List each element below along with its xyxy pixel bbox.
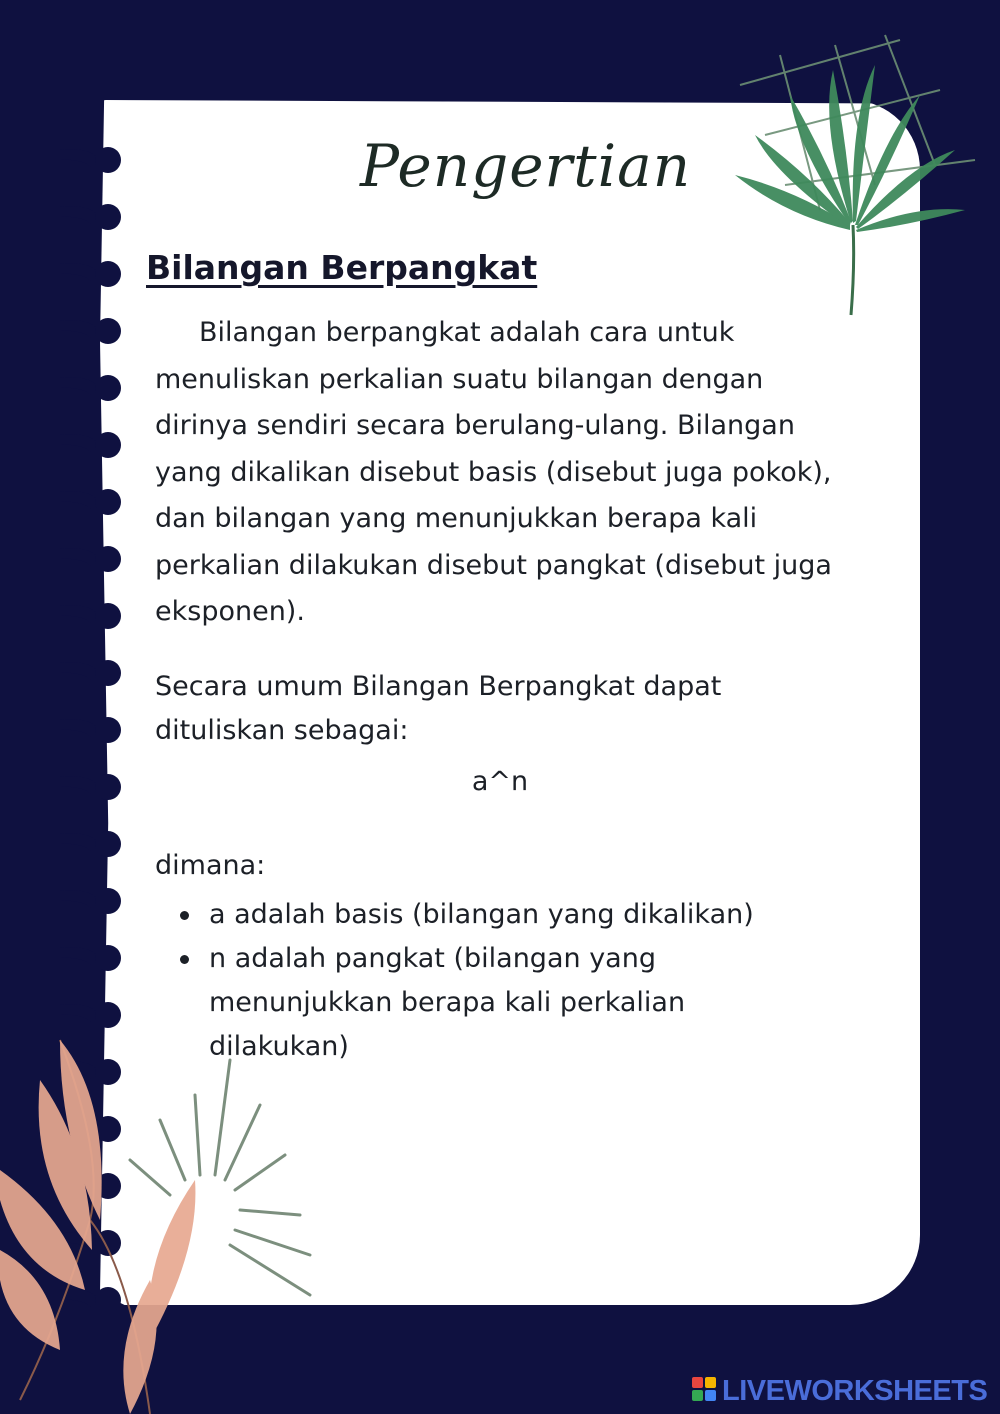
bullet-icon [180,955,189,964]
list-item-text: a adalah basis (bilangan yang dikalikan) [209,899,754,930]
definition-list [180,893,820,1069]
peach-leaves-icon [0,1020,220,1414]
list-item [180,937,820,1069]
definition-paragraph: Bilangan berpangkat adalah cara untuk menuliskan perkalian suatu bilangan dengan dirinya sendiri secara berulang-ulang. Bilangan yang dikalikan disebut basis (disebut juga pokok), dan bilangan yang menunjukkan berapa kali perkalian dilakukan disebut pangkat (disebut juga eksponen). [155,317,832,627]
bullet-icon [180,911,189,920]
watermark-text: LIVEWORKSHEETS [722,1375,988,1407]
liveworksheets-mark-icon [692,1377,716,1401]
palm-leaf-icon [725,25,985,320]
general-form-paragraph: Secara umum Bilangan Berpangkat dapat dituliskan sebagai: [155,671,722,746]
list-item [180,893,820,937]
section-heading: Bilangan Berpangkat [146,248,538,287]
where-label: dimana: [155,850,266,881]
formula: a^n [471,766,529,797]
page-title: Pengertian [360,132,692,200]
list-item-text: n adalah pangkat (bilangan yang menunjukkan berapa kali perkalian dilakukan) [209,943,686,1062]
